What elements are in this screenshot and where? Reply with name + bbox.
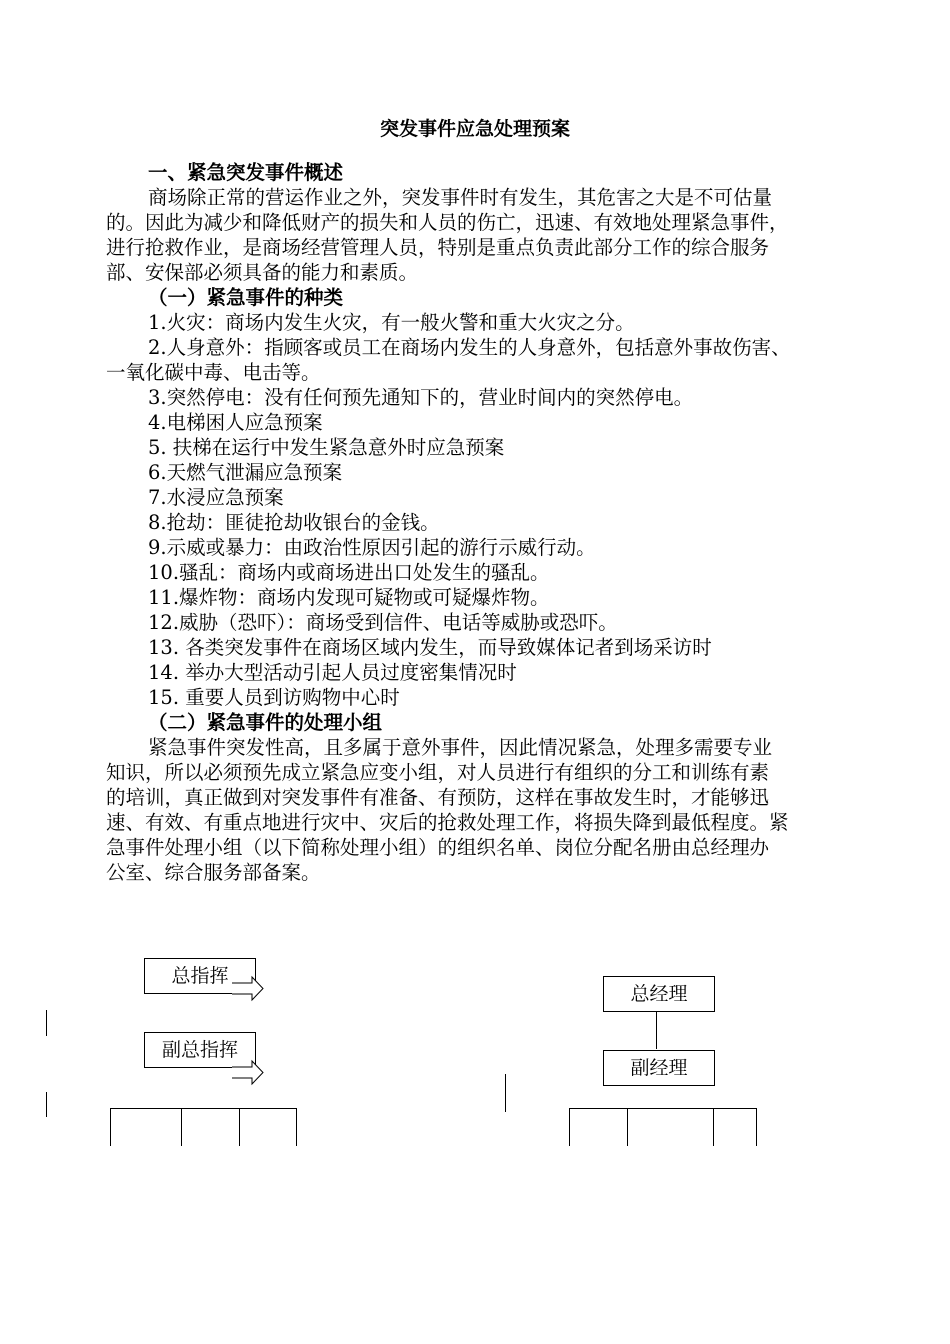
list-item: 6.天燃气泄漏应急预案 [148, 461, 343, 484]
connector-line [46, 1092, 47, 1117]
connector-line [110, 1108, 296, 1109]
connector-line [756, 1108, 757, 1146]
org-box-deputy-commander: 副总指挥 [144, 1032, 256, 1068]
connector-line [713, 1108, 714, 1146]
paragraph-line: 紧急事件突发性高，且多属于意外事件，因此情况紧急，处理多需要专业 [148, 736, 773, 759]
subsection-heading: （二）紧急事件的处理小组 [148, 711, 383, 734]
paragraph-line: 知识，所以必须预先成立紧急应变小组，对人员进行有组织的分工和训练有素 [106, 761, 770, 784]
section-heading: 一、紧急突发事件概述 [148, 161, 344, 184]
list-item: 15. 重要人员到访购物中心时 [148, 686, 400, 709]
connector-line [656, 1011, 657, 1049]
connector-line [239, 1108, 240, 1146]
connector-line [569, 1108, 756, 1109]
list-item: 2.人身意外：指顾客或员工在商场内发生的人身意外，包括意外事故伤害、 [148, 336, 791, 359]
list-item: 9.示威或暴力：由政治性原因引起的游行示威行动。 [148, 536, 596, 559]
org-box-deputy-manager: 副经理 [603, 1050, 715, 1086]
paragraph-line: 的培训，真正做到对突发事件有准备、有预防，这样在事故发生时，才能够迅 [106, 786, 770, 809]
list-item: 1.火灾：商场内发生火灾，有一般火警和重大火灾之分。 [148, 311, 635, 334]
paragraph-line: 进行抢救作业，是商场经营管理人员，特别是重点负责此部分工作的综合服务 [106, 236, 770, 259]
list-item: 14. 举办大型活动引起人员过度密集情况时 [148, 661, 517, 684]
connector-line [505, 1074, 506, 1112]
connector-line [46, 1010, 47, 1036]
connector-line [110, 1108, 111, 1146]
document-title: 突发事件应急处理预案 [379, 118, 570, 140]
connector-line [296, 1108, 297, 1146]
paragraph-line: 的。因此为减少和降低财产的损失和人员的伤亡，迅速、有效地处理紧急事件， [106, 211, 789, 234]
list-item: 5. 扶梯在运行中发生紧急意外时应急预案 [148, 436, 505, 459]
connector-line [569, 1108, 570, 1146]
subsection-heading: （一）紧急事件的种类 [148, 286, 344, 309]
connector-line [181, 1108, 182, 1146]
paragraph-line: 公室、综合服务部备案。 [106, 861, 321, 884]
arrow-right-icon [232, 1061, 264, 1085]
paragraph-line: 急事件处理小组（以下简称处理小组）的组织名单、岗位分配名册由总经理办 [106, 836, 770, 859]
list-item: 7.水浸应急预案 [148, 486, 284, 509]
list-item: 12.威胁（恐吓）：商场受到信件、电话等威胁或恐吓。 [148, 611, 618, 634]
paragraph-line: 商场除正常的营运作业之外，突发事件时有发生，其危害之大是不可估量 [148, 186, 773, 209]
list-item: 3.突然停电：没有任何预先通知下的，营业时间内的突然停电。 [148, 386, 694, 409]
list-item: 10.骚乱：商场内或商场进出口处发生的骚乱。 [148, 561, 550, 584]
arrow-right-icon [232, 977, 264, 1001]
paragraph-line: 速、有效、有重点地进行灾中、灾后的抢救处理工作，将损失降到最低程度。紧 [106, 811, 789, 834]
list-item: 4.电梯困人应急预案 [148, 411, 323, 434]
org-box-general-manager: 总经理 [603, 976, 715, 1012]
paragraph-line: 部、安保部必须具备的能力和素质。 [106, 261, 419, 284]
org-box-commander: 总指挥 [144, 958, 256, 994]
list-item: 一氧化碳中毒、电击等。 [106, 361, 321, 384]
list-item: 8.抢劫：匪徒抢劫收银台的金钱。 [148, 511, 440, 534]
list-item: 11.爆炸物：商场内发现可疑物或可疑爆炸物。 [148, 586, 550, 609]
connector-line [627, 1108, 628, 1146]
list-item: 13. 各类突发事件在商场区域内发生，而导致媒体记者到场采访时 [148, 636, 712, 659]
